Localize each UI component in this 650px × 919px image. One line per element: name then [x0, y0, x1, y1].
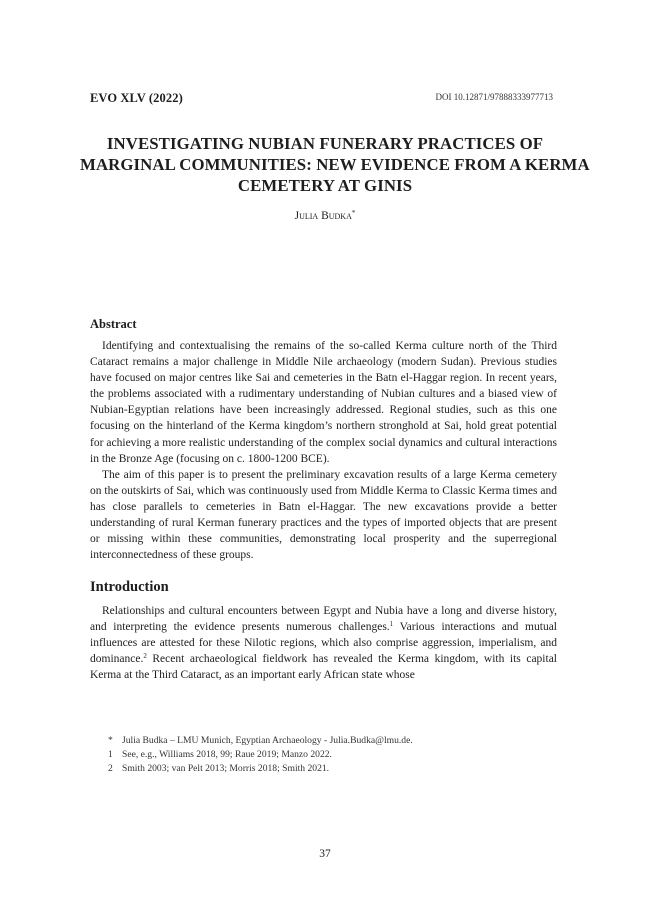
footnote-text: See, e.g., Williams 2018, 99; Raue 2019; Manzo 2022. — [122, 749, 332, 760]
footnote-text: Julia Budka – LMU Munich, Egyptian Archaeology - Julia.Budka@lmu.de. — [122, 735, 413, 746]
title-line: CEMETERY AT GINIS — [237, 176, 413, 195]
intro-text: Recent archaeological fieldwork has revealed the Kerma kingdom, with its capital Kerma at the Third Cataract, as an important early African state whose — [90, 653, 557, 682]
footnote-text: Smith 2003; van Pelt 2013; Morris 2018; Smith 2021. — [122, 763, 330, 774]
page-number: 37 — [319, 848, 331, 860]
author-name: Julia Budka — [294, 210, 352, 222]
footnote-mark: 1 — [108, 749, 113, 760]
abstract-body — [90, 338, 557, 563]
journal-volume: EVO XLV (2022) — [90, 91, 183, 105]
introduction-heading: Introduction — [90, 579, 169, 595]
abstract-paragraph: The aim of this paper is to present the preliminary excavation results of a large Kerma cemetery on the outskirts of Sai, which was continuously used from Middle Kerma to Classic Kerma times and has close parallels to cemeteries in Batn el-Haggar. The new excavations provide a better understanding of rural Kerman funerary practices and the types of imported objects that are present or missing within these communities, demonstrating local prosperity and the superregional interconnectedness of these groups. — [90, 468, 557, 562]
doi: DOI 10.12871/97888333977713 — [435, 92, 553, 102]
footnote-mark: 2 — [108, 763, 113, 774]
introduction-body — [90, 603, 557, 683]
title-line: INVESTIGATING NUBIAN FUNERARY PRACTICES OF — [106, 134, 544, 153]
footnotes — [108, 734, 413, 776]
introduction-paragraph — [90, 603, 557, 683]
article-title — [80, 133, 590, 196]
author-footnote-mark: * — [351, 209, 356, 217]
footnote — [108, 734, 413, 748]
footnote-ref: 2 — [143, 652, 147, 661]
intro-text: Various interactions and mutual influences are attested for these Nilotic regions, which also comprise aggression, imperialism, and dominance. — [90, 621, 557, 666]
abstract-heading: Abstract — [90, 317, 137, 331]
footnote-mark: * — [108, 735, 113, 746]
footnote-ref: 1 — [389, 620, 394, 629]
author-line — [0, 210, 650, 222]
title-line: MARGINAL COMMUNITIES: NEW EVIDENCE FROM A KERMA — [80, 155, 590, 174]
footnote — [108, 748, 413, 762]
abstract-paragraph: Identifying and contextualising the remains of the so-called Kerma culture north of the Third Cataract remains a major challenge in Middle Nile archaeology (modern Sudan). Previous studies have focused on major centres like Sai and cemeteries in the Batn el-Haggar region. In recent years, the problems associated with a rudimentary understanding of Nubian cultures and a biased view of Nubian-Egyptian relations have been increasingly addressed. Regional studies, such as this one focusing on the hinterland of the Kerma kingdom’s northern stronghold at Sai, hold great potential for achieving a more realistic understanding of the complex social dynamics and cultural interactions in the Bronze Age (focusing on c. 1800-1200 BCE). — [90, 340, 557, 465]
footnote — [108, 762, 413, 776]
intro-text: Relationships and cultural encounters between Egypt and Nubia have a long and diverse history, and interpreting the evidence presents numerous challenges. — [90, 605, 557, 634]
